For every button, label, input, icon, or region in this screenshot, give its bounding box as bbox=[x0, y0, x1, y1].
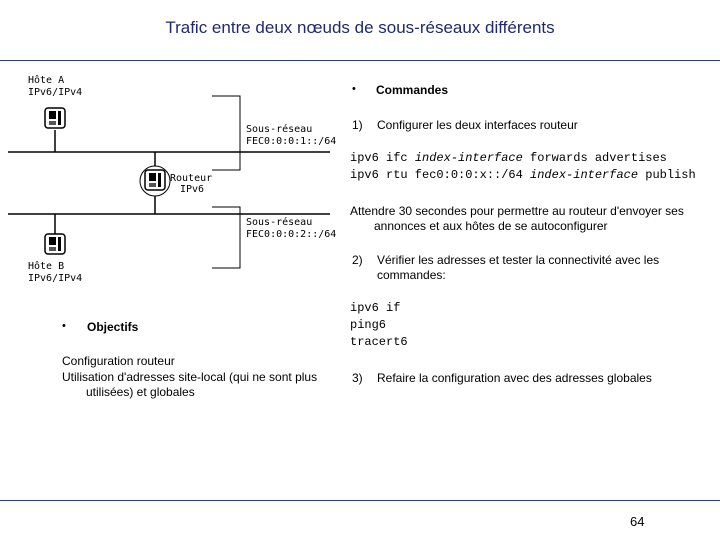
objectives-heading: Objectifs bbox=[87, 320, 139, 334]
network-diagram bbox=[0, 62, 340, 302]
commands-heading: Commandes bbox=[376, 83, 449, 97]
subnet-2-bracket bbox=[212, 207, 240, 268]
objectives-line-1: Configuration routeur bbox=[62, 354, 175, 368]
host-b-computer-icon bbox=[45, 234, 65, 254]
footer-divider bbox=[0, 500, 720, 501]
command-ipv6-ifc: ipv6 ifc index-interface forwards advertises bbox=[350, 151, 667, 165]
objectives-bullet: • bbox=[62, 320, 66, 332]
command-ipv6-if: ipv6 if bbox=[350, 301, 401, 315]
subnet-2-name: Sous-réseau bbox=[246, 217, 313, 228]
step-3-text: Refaire la configuration avec des adresses globales bbox=[377, 371, 652, 385]
page-number: 64 bbox=[630, 514, 645, 529]
router-computer-icon bbox=[140, 166, 170, 196]
host-a-computer-icon bbox=[45, 108, 65, 128]
subnet-1-bracket bbox=[212, 96, 240, 170]
host-b-protocol: IPv6/IPv4 bbox=[28, 273, 83, 284]
slide-title: Trafic entre deux nœuds de sous-réseaux différents bbox=[165, 18, 555, 37]
step-3-number: 3) bbox=[352, 371, 363, 385]
commands-bullet: • bbox=[352, 83, 356, 95]
step-2-number: 2) bbox=[352, 253, 363, 267]
subnet-1-name: Sous-réseau bbox=[246, 124, 313, 135]
command-ipv6-rtu: ipv6 rtu fec0:0:0:x::/64 index-interface publish bbox=[350, 168, 696, 182]
subnet-1-prefix: FEC0:0:0:1::/64 bbox=[246, 136, 337, 147]
command-ping6: ping6 bbox=[350, 318, 387, 332]
router-protocol: IPv6 bbox=[180, 184, 205, 195]
command-tracert6: tracert6 bbox=[350, 335, 408, 349]
step-1-text: Configurer les deux interfaces routeur bbox=[377, 118, 578, 132]
host-a-protocol: IPv6/IPv4 bbox=[28, 87, 83, 98]
wait-instruction: Attendre 30 secondes pour permettre au routeur d'envoyer ses annonces et aux hôtes de se autoconfigurer bbox=[350, 204, 684, 233]
step-1-number: 1) bbox=[352, 118, 363, 132]
title-divider bbox=[0, 60, 720, 61]
host-a-name: Hôte A bbox=[28, 75, 65, 86]
objectives-line-2: Utilisation d'adresses site-local (qui ne sont plus utilisées) et globales bbox=[62, 370, 318, 399]
host-b-name: Hôte B bbox=[28, 261, 65, 272]
subnet-2-prefix: FEC0:0:0:2::/64 bbox=[246, 229, 337, 240]
step-2-text: Vérifier les adresses et tester la connectivité avec les commandes: bbox=[377, 253, 660, 282]
router-name: Routeur bbox=[170, 173, 213, 184]
